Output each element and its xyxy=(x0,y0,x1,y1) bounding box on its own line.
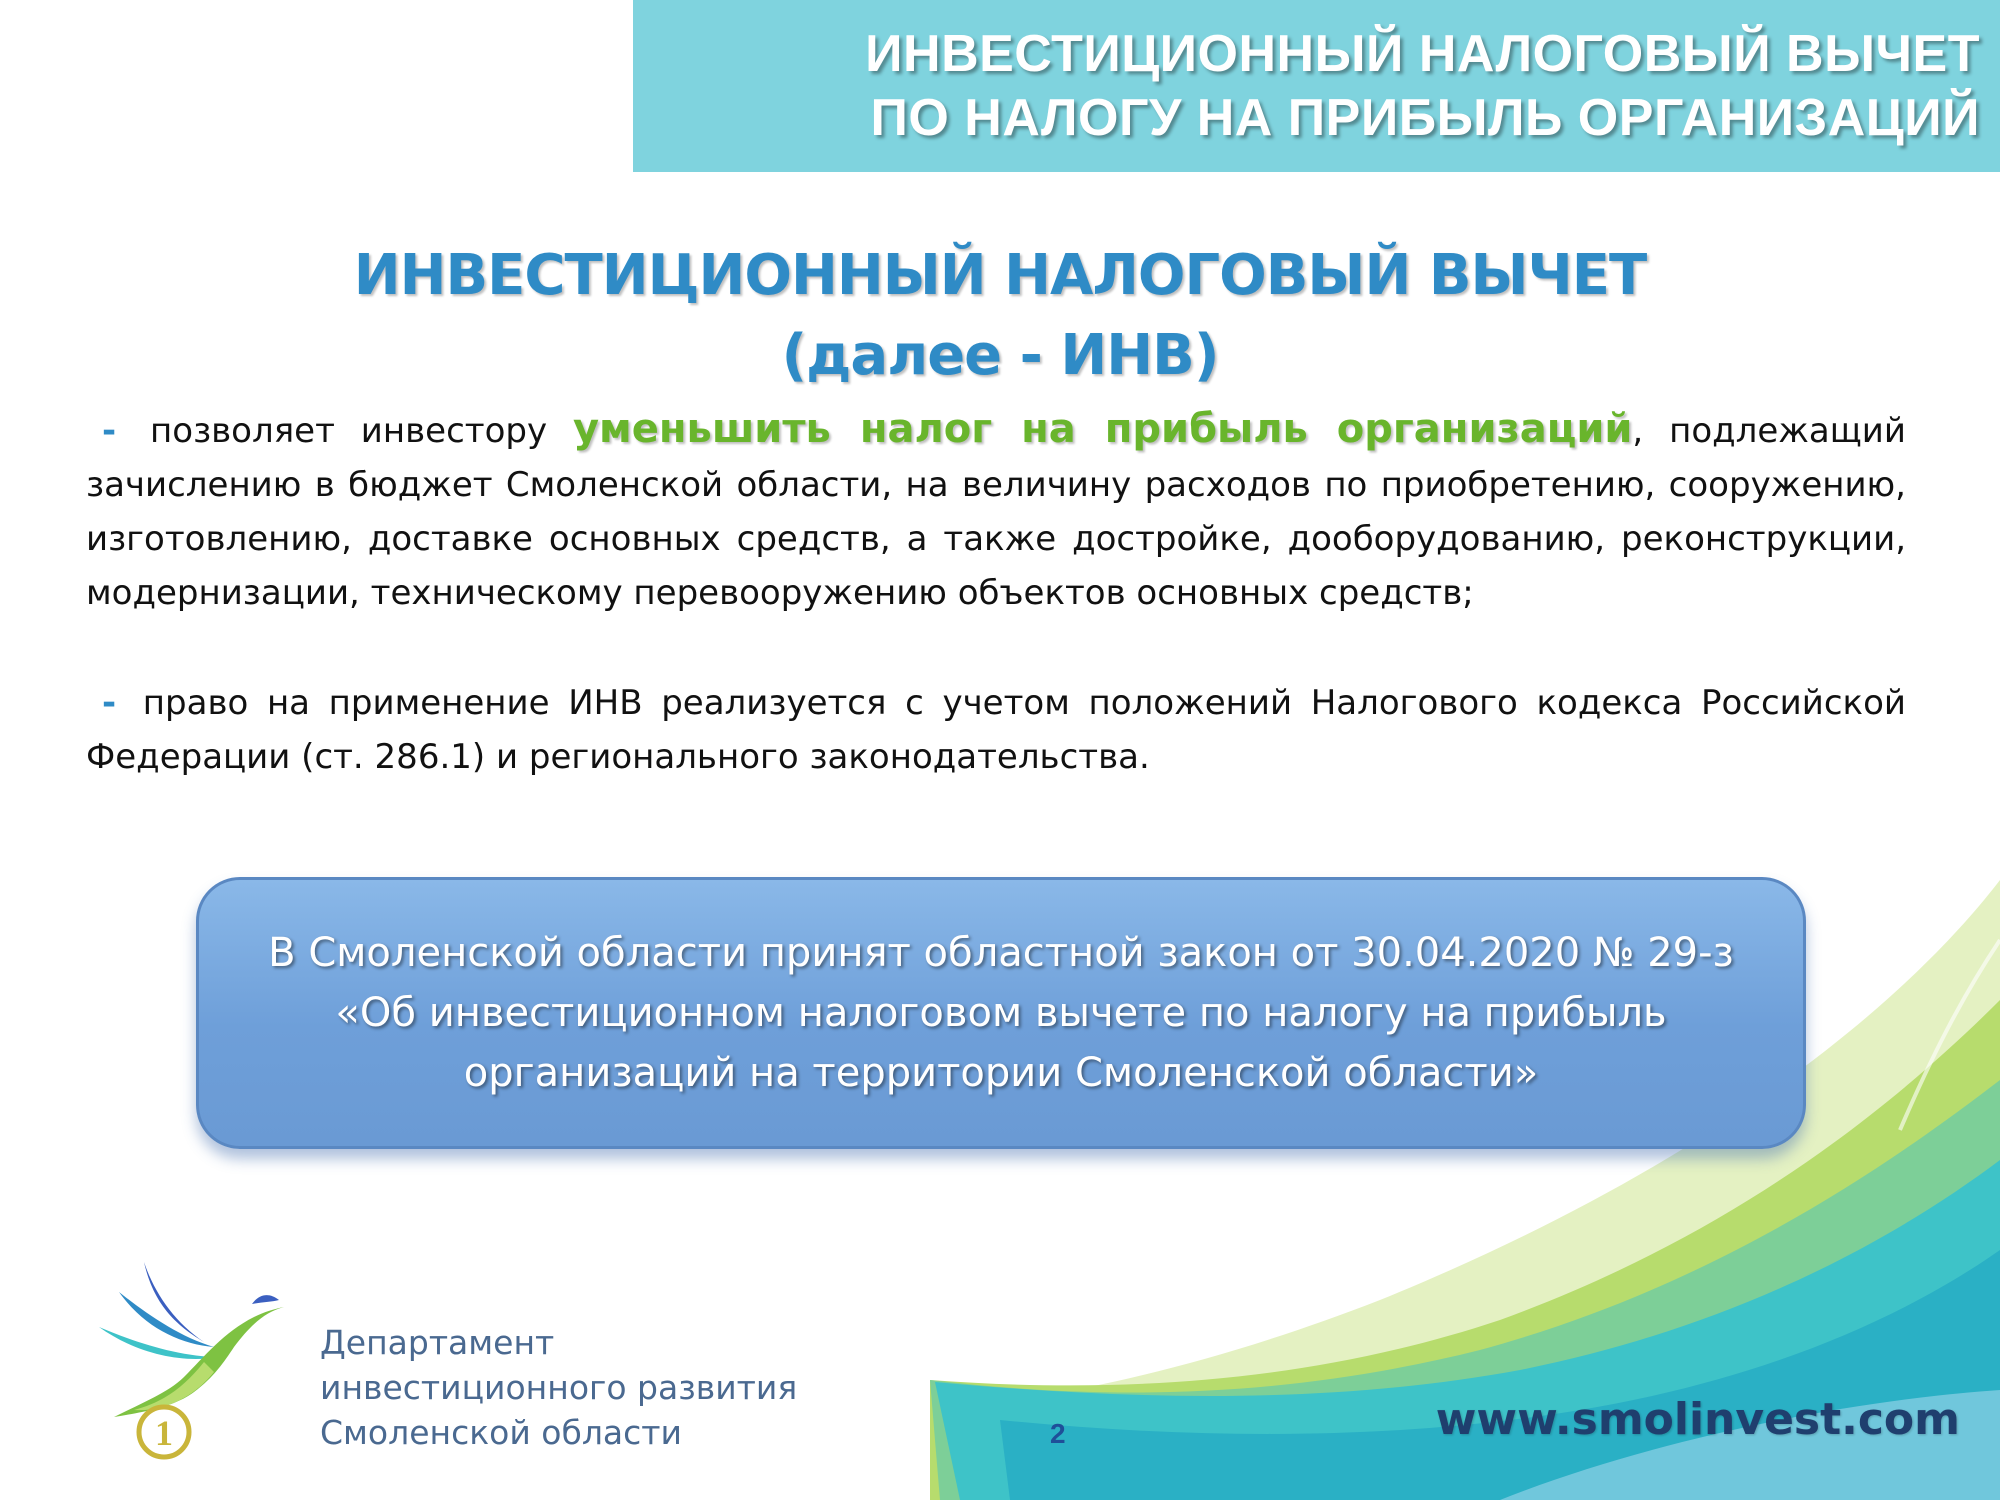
header-title-line-1: ИНВЕСТИЦИОННЫЙ НАЛОГОВЫЙ ВЫЧЕТ xyxy=(865,25,1980,83)
bullet-dash: - xyxy=(102,411,117,451)
department-name xyxy=(320,1320,797,1455)
paragraph-2 xyxy=(86,676,1906,784)
department-line-2: инвестиционного развития xyxy=(320,1368,798,1407)
main-heading-line-1: ИНВЕСТИЦИОННЫЙ НАЛОГОВЫЙ ВЫЧЕТ xyxy=(353,243,1647,308)
law-line-3: организаций на территории Смоленской области» xyxy=(463,1050,1539,1096)
paragraph-2-text: право на применение ИНВ реализуется с учетом положений Налогового кодекса Российской Федерации (ст. 286.1) и регионального законодательства. xyxy=(86,683,1906,777)
paragraph-1-rest: , подлежащий зачислению в бюджет Смоленской области, на величину расходов по приобретению, сооружению, изготовлению, доставке основных средств, а также достройке, дооборудованию, реконструкции, модернизации, техническому перевооружению объектов основных средств; xyxy=(86,411,1906,613)
law-line-2: «Об инвестиционном налоговом вычете по налогу на прибыль xyxy=(335,990,1667,1036)
website-link[interactable]: www.smolinvest.com xyxy=(1435,1394,1960,1445)
department-line-1: Департамент xyxy=(320,1323,555,1362)
department-line-3: Смоленской области xyxy=(320,1413,682,1452)
header-title-line-2: ПО НАЛОГУ НА ПРИБЫЛЬ ОРГАНИЗАЦИЙ xyxy=(870,89,1980,147)
paragraph-1 xyxy=(86,402,1906,620)
main-heading-line-2: (далее - ИНВ) xyxy=(781,323,1219,388)
law-callout-box xyxy=(196,877,1806,1149)
law-line-1: В Смоленской области принят областной закон от 30.04.2020 № 29-з xyxy=(268,930,1734,976)
header-band xyxy=(633,0,2000,172)
department-logo xyxy=(84,1252,304,1462)
header-title xyxy=(865,22,1980,150)
bullet-dash: - xyxy=(102,683,117,723)
page-number: 2 xyxy=(1050,1418,1066,1449)
body-text xyxy=(86,402,1906,840)
law-callout-text xyxy=(268,923,1734,1103)
main-heading xyxy=(0,236,2000,396)
paragraph-1-lead: позволяет инвестору xyxy=(150,411,548,451)
paragraph-1-highlight: уменьшить налог на прибыль организаций xyxy=(572,406,1633,452)
logo-number: 1 xyxy=(155,1413,173,1453)
